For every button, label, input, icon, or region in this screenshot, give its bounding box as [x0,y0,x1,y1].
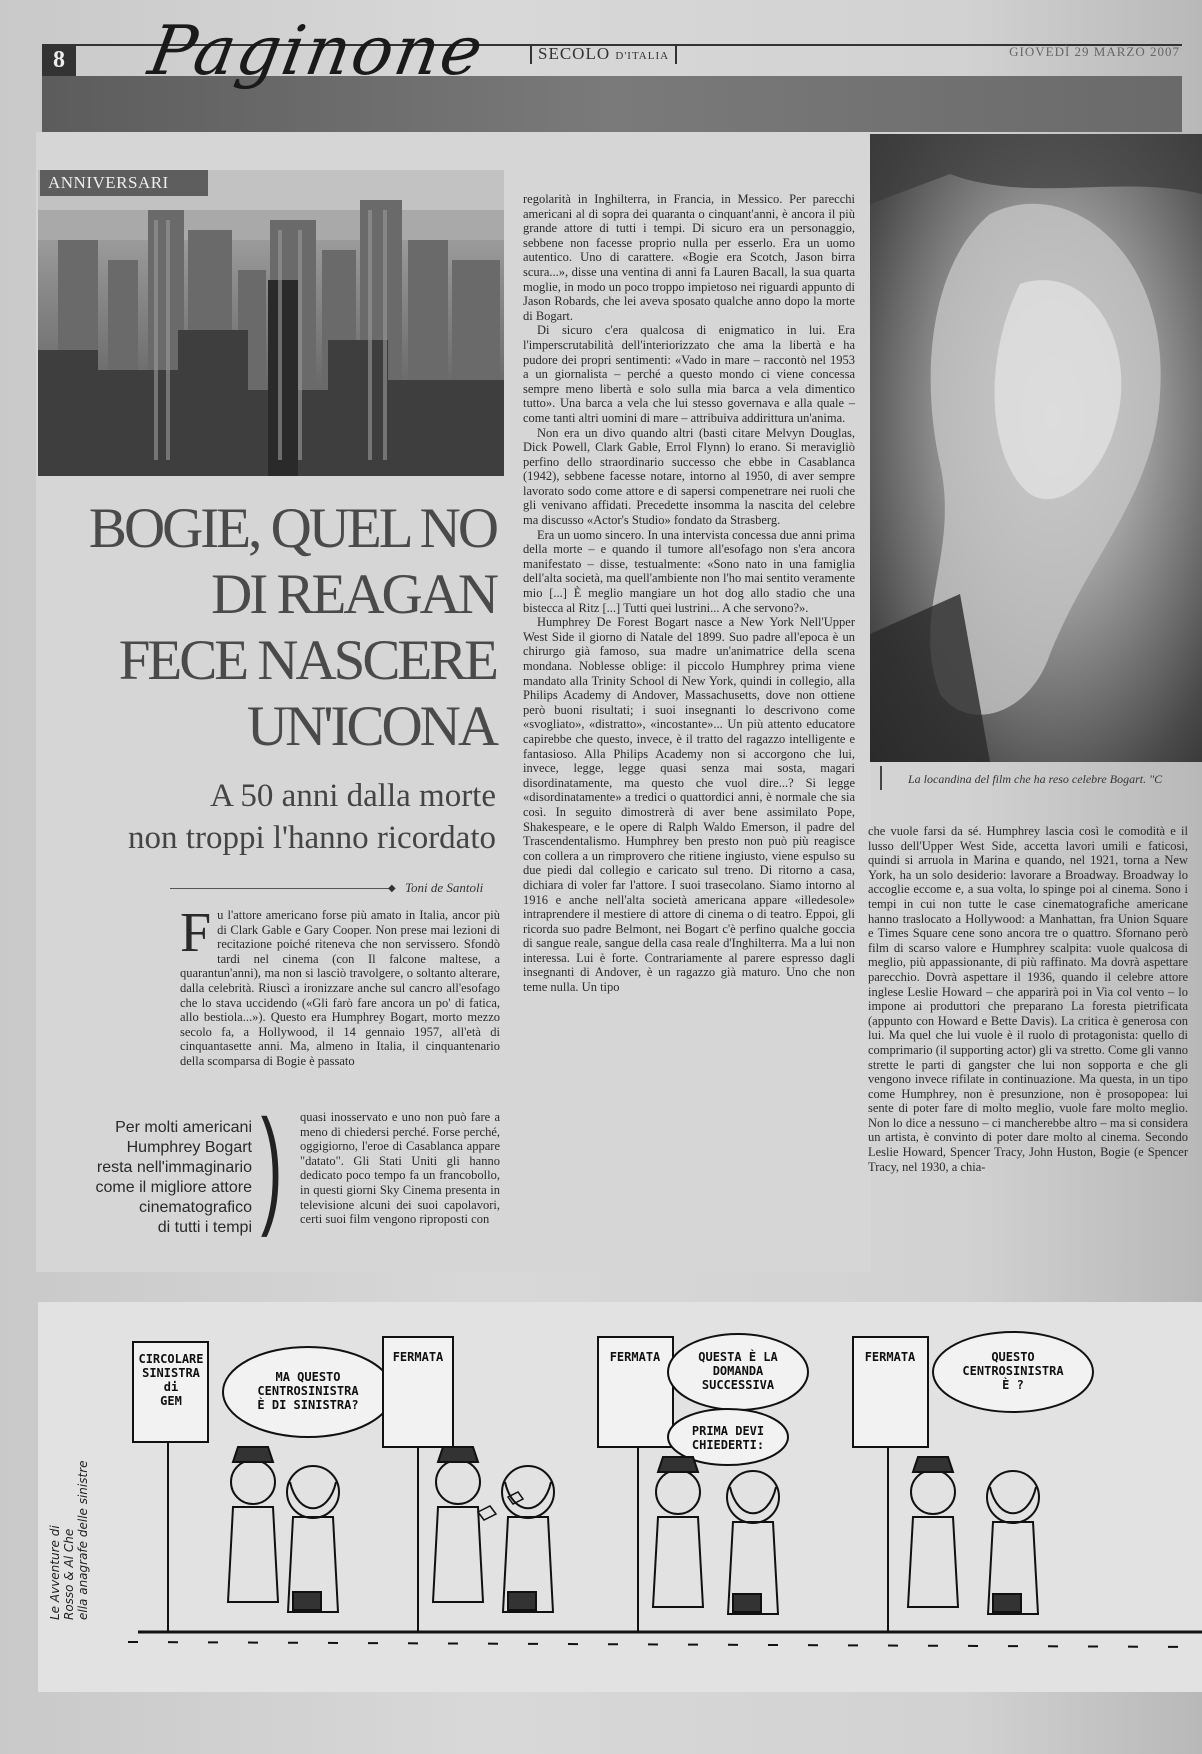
headline-line: UN'ICONA [246,695,496,758]
comic-bubble-3 [678,1350,798,1392]
paragraph: Humphrey De Forest Bogart nasce a New York Nell'Upper West Side il giorno di Natale del 1899. Suo padre all'epoca è un chirurgo già famoso, sua madre un'animatrice della scena mondana. Noblesse oblige: il piccolo Humphrey prima viene mandato alla Trinity School di New York, quindi in collegio, alla Philips Academy di Andover, Massachusetts, dove non ottiene però buoni risultati; i suoi insegnanti lo descrivono come «svogliato», «distratto», «incostante»... Un più attento educatore capirebbe che questo, invece, è il tratto del ragazzo intelligente e fantasioso. Alla Philips Academy non si accorgono che lui, invece, legge, legge quasi senza mai sosta, magari disordinatamente, ma questo che vuol dire...? Si legge «disordinatamente» a tredici o quattordici anni, è normale che sia così. In seguito dimostrerà di aver bene assimilato Pope, Shakespeare, e le opere di Ralph Waldo Emerson, il padre del Trascendentalismo. Humphrey ben presto non può più reagisce con collera a un rimprovero che ritiene ingiusto, viene espulso su due piedi dal collegio e caricato sul treno. Di ritorno a casa, dichiara di voler far l'attore. I suoi trasecolano. Siamo intorno al 1916 e anche nell'alta società americana appare «illedesole» intraprendere il mestiere di attore di cinema o di teatro. Eppoi, gli ricorda suo padre Belmont, nei Bogart c'è perfino qualche goccia di sangue reale, sangue della casa reale d'Inghilterra. Ma a lui non interessa. Lui è forte. Contrariamente al parere espresso dagli insegnanti di Andover, è un ragazzo già maturo. Uno che non teme nulla. Un tipo [523,615,855,995]
paragraph: Non era un divo quando altri (basti citare Melvyn Douglas, Dick Powell, Clark Gable, Errol Flynn) lo erano. Si meravigliò perfino dello straordinario successo che ebbe in Casablanca (1942), sebbene facesse notare, intorno al 1950, di aver sempre lavorato sodo come attore e di sapersi compenetrare nei ruoli che gli venivano affidati. Precedette insomma la nascita del celebre ma discusso «Actor's Studio» fondato da Strasberg. [523,425,855,528]
bubble-line: È DI SINISTRA? [257,1398,359,1412]
sign-line: FERMATA [392,1350,444,1364]
bubble-line: MA QUESTO [275,1370,341,1384]
page-number: 8 [42,44,76,76]
sign-line: di [163,1380,179,1394]
comic-strip [38,1302,1202,1692]
column-text: quasi inosservato e uno non può fare a meno di chiedersi perché. Forse perché, oggigiorno, l'eroe di Casablanca appare "datato". Gli Stati Uniti gli hanno dedicato poco tempo fa un francobollo, in questi giorni Sky Cinema presenta in televisione alcuni dei suoi capolavori, certi suoi film vengono riproposti con [300,1110,500,1227]
pull-quote-line: Per molti americani [115,1119,252,1136]
bubble-line: CENTROSINISTRA [962,1364,1064,1378]
subheadline [40,775,496,859]
credit-line: ella anagrafe delle sinistre [76,1460,90,1620]
newspaper-name [530,44,677,64]
pull-quote-line: resta nell'immaginario [96,1159,252,1176]
comic-sign-circolare [135,1352,207,1408]
comic-sign-fermata [600,1350,670,1364]
newspaper-name-suffix: D'ITALIA [615,50,670,62]
byline: Toni de Santoli [405,880,484,895]
comic-credit [48,1460,90,1620]
comic-bubble-1 [233,1370,383,1412]
column-text: che vuole farsi da sé. Humphrey lascia così le comodità e il lusso dell'Upper West Side, accetta lavori umili e faticosi, quindi si arruola in Marina e quando, nel 1921, torna a New York, ha un solo desiderio: lavorare a Broadway. Broadway lo accoglie eccome e, a sua volta, lo spinge poi al cinema. Sono i tempi in cui non tutte le case cinematografiche americane hanno traslocato a Hollywood: a Manhattan, fra Union Square e Times Square cene sono ancora tre o quattro. Sfornano però film di scarso valore e Humphrey scalpita: vuole qualcosa di meglio, più appassionante, di più raffinato. Ma dovrà aspettare parecchio. Dovrà aspettare il 1936, quando il celebre attore inglese Leslie Howard – che apparirà poi in Via col vento – lo impone ai produttori che preparano La foresta pietrificata (appunto con Howard e Bette Davis). La critica è generosa con lui. Ma quel che lui vuole è il ruolo di protagonista: quello di comprimario (il supporting actor) gli va stretto. Come gli vanno strette le parti di gangster che lui non sopporta e che gli vengono invece rifilate in continuazione. Ma questa, in un tipo come Humphrey, non è presunzione, non è prosopopea: lui sente di poter fare di molto meglio, vuole fare molto meglio. Non lo dice a nessuno – ci mancherebbe altro – ma si considera un artista, è convinto di poter dare molto al cinema. Secondo Leslie Howard, Spencer Tracy, John Huston, Bogie (e Spencer Tracy, nel 1930, a chia- [868,824,1188,1174]
caption-rule [880,766,882,790]
credit-line: Le Avventure di [48,1525,62,1620]
newspaper-name-main: SECOLO [538,44,611,63]
sign-line: FERMATA [609,1350,661,1364]
article-column-3 [868,824,1188,1174]
pull-quote-line: Humphrey Bogart [126,1139,252,1156]
sign-line: GEM [160,1394,182,1408]
pull-quote-bracket: ) [260,1092,283,1238]
poster-graphic [870,134,1202,762]
pull-quote-line: di tutti i tempi [157,1219,252,1236]
comic-sign-fermata [855,1350,925,1364]
bubble-line: CHIEDERTI: [691,1438,765,1452]
movie-poster-photo [870,134,1202,762]
paragraph: Era un uomo sincero. In una intervista concessa due anni prima della morte – e quando il tumore all'esofago non s'era ancora manifestato – disse, testualmente: «Sono nato in una famiglia dell'alta società, ma quell'ambiente non l'ho mai sentito veramente mio [...] È meglio mangiare un hot dog allo stadio che una bistecca al Ritz [...] Tutti quei lustrini... A che servono?». [523,527,855,615]
paragraph: regolarità in Inghilterra, in Francia, in Messico. Per parecchi americani al di sopra dei quaranta o cinquant'anni, è ancora il più grande attore di tutti i tempi. Di sicuro era un personaggio, sebbene non facesse proprio nulla per esserlo. Era un uomo autentico. Uno di carattere. «Bogie era Scotch, Jason birra scura...», disse una ventina di anni fa Lauren Bacall, la sua quarta moglie, in modo un poco troppo impietoso nei riguardi appunto di Jason Robards, che lei aveva sposato qualche anno dopo la morte di Bogart. [523,192,855,323]
headline-line: DI REAGAN [211,563,496,626]
section-title: Paginone [143,12,491,91]
drop-cap: F [180,902,212,964]
headline [40,496,496,760]
pull-quote-line: come il migliore attore [95,1179,252,1196]
bubble-line: CENTROSINISTRA [257,1384,359,1398]
article-column-1 [180,902,500,1069]
comic-bubble-3b [678,1424,778,1452]
column-text: u l'attore americano forse più amato in Italia, ancor più di Clark Gable e Gary Cooper. Non prese mai lezioni di recitazione poiché riteneva che non servissero. Sfondò tardi nel cinema (con Il falcone maltese, a quarantun'anni), ma non si lasciò travolgere, o soltanto alterare, dalla celebrità. Riuscì a ironizzare anche sul cancro all'esofago che lo stava uccidendo («Gli farò fare ancora un po' di fatica, allo bestiola...»). Questo era Humphrey Bogart, morto mezzo secolo fa, a Hollywood, il 14 gennaio 1957, all'età di cinquantasette anni. Ma, almeno in Italia, il cinquantenario della scomparsa di Bogie è passato [180,908,500,1068]
bubble-line: È ? [1002,1378,1024,1392]
bubble-line: SUCCESSIVA [701,1378,775,1392]
bubble-line: PRIMA DEVI [691,1424,765,1438]
issue-date: GIOVEDÌ 29 MARZO 2007 [1009,44,1180,59]
bubble-line: DOMANDA [712,1364,764,1378]
sign-line: FERMATA [864,1350,916,1364]
pull-quote-line: cinematografico [139,1199,252,1216]
subhead-line: non troppi l'hanno ricordato [128,820,496,856]
bubble-line: QUESTA È LA [698,1350,778,1364]
photo-caption: La locandina del film che ha reso celebre Bogart. "C [908,772,1163,786]
city-skyline-photo [38,170,504,476]
article-column-1-continued [300,1110,500,1227]
bubble-line: QUESTO [991,1350,1035,1364]
article-column-2 [523,192,855,995]
paragraph: Di sicuro c'era qualcosa di enigmatico in lui. Era l'imperscrutabilità dell'interiorizzato che ama la libertà e ha pudore dei propri sentimenti: «Vado in mare – raccontò nel 1953 a un giornalista – perché a questo mondo ci viene concessa sempre meno libertà e solo sulla mia barca a vela dimentico tutto». Una barca a vela che lui stesso governava e alla quale – come tanti altri uomini di mare – attribuiva addirittura un'anima. [523,323,855,425]
comic-bubble-4 [943,1350,1083,1392]
byline-rule [170,888,390,889]
sign-line: CIRCOLARE [138,1352,204,1366]
comic-sign-fermata [385,1350,451,1364]
headline-line: FECE NASCERE [118,629,496,692]
credit-line: Rosso & Al Che [62,1528,76,1620]
section-tag: ANNIVERSARI [40,170,208,196]
pull-quote [60,1118,252,1238]
sign-line: SINISTRA [142,1366,200,1380]
headline-line: BOGIE, QUEL NO [88,497,496,560]
diamond-icon: ◆ [388,883,396,894]
skyline-graphic [38,170,504,476]
subhead-line: A 50 anni dalla morte [210,778,496,814]
